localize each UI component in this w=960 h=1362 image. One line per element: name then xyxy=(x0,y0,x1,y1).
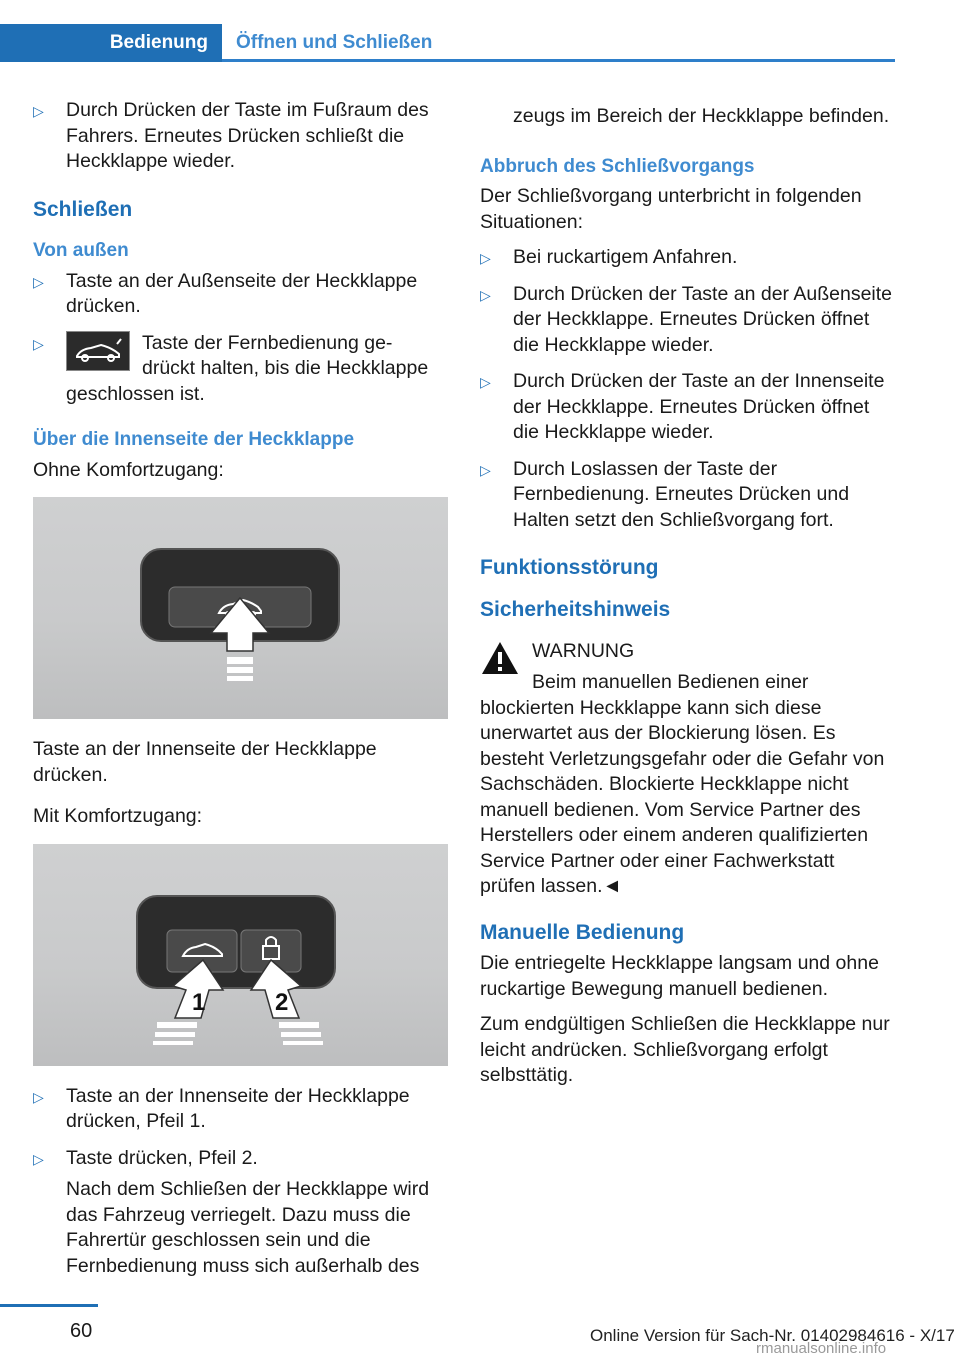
list-item xyxy=(480,369,895,446)
page-number: 60 xyxy=(70,1320,93,1342)
warning-triangle-icon xyxy=(480,640,520,676)
list-item xyxy=(33,1146,448,1280)
list-item-text: Taste drücken, Pfeil 2. xyxy=(66,1146,258,1169)
list-item-text: geschlossen ist. xyxy=(66,382,205,405)
heading-von-aussen: Von außen xyxy=(33,240,129,261)
mit-komfort-label: Mit Komfortzugang: xyxy=(33,805,203,827)
manuell-text-1: Die entriegelte Heckklappe langsam und ohne ruckartige Bewegung manuell bedienen. xyxy=(480,952,879,1000)
bullet-triangle-icon: ▷ xyxy=(480,461,491,478)
heading-abbruch: Abbruch des Schließvorgangs xyxy=(480,155,755,177)
list-item xyxy=(480,282,895,359)
list-item xyxy=(33,269,448,320)
figure-two-buttons xyxy=(33,844,448,1066)
caption-1: Taste an der Innenseite der Heckklappe drücken. xyxy=(33,738,377,786)
watermark: rmanualsonline.info xyxy=(756,1340,887,1357)
bullet-triangle-icon: ▷ xyxy=(33,1150,44,1167)
figure-single-button xyxy=(33,497,448,719)
heading-innenseite: Über die Innenseite der Heckklappe xyxy=(33,429,355,450)
chapter-tab[interactable]: Bedienung xyxy=(0,24,222,62)
left-column xyxy=(33,98,448,1290)
list-item-text: Taste der Fernbedienung ge- xyxy=(142,331,393,354)
remote-row xyxy=(66,331,448,382)
list-item xyxy=(33,98,448,175)
list-item-text: Durch Loslassen der Taste der Fernbedienung. Erneutes Drücken und Halten setzt den Schließvorgang fort. xyxy=(513,457,850,531)
heading-sicherheitshinweis: Sicherheitshinweis xyxy=(480,597,671,621)
arrow-label-1: 1 xyxy=(192,988,206,1016)
list-item xyxy=(33,331,448,408)
warning-block xyxy=(480,638,895,900)
bullet-triangle-icon: ▷ xyxy=(33,103,44,119)
continuation-text: zeugs im Bereich der Heckklappe befinden. xyxy=(513,105,890,127)
page-header xyxy=(0,24,895,62)
ohne-komfort-label: Ohne Komfortzugang: xyxy=(33,458,224,481)
warning-title: WARNUNG xyxy=(532,640,635,662)
bullet-triangle-icon: ▷ xyxy=(480,286,491,303)
list-item xyxy=(480,245,895,271)
bullet-triangle-icon: ▷ xyxy=(33,335,44,352)
list-item-text: Bei ruckartigem Anfahren. xyxy=(513,246,738,268)
manuell-text-2: Zum endgültigen Schließen die Heckklappe nur leicht andrücken. Schließvorgang erfolgt selbsttätig. xyxy=(480,1013,890,1086)
header-rule xyxy=(222,59,895,62)
heading-schliessen: Schließen xyxy=(33,197,133,221)
list-item xyxy=(480,457,895,534)
right-column xyxy=(480,104,895,1099)
bullet-triangle-icon: ▷ xyxy=(33,1088,44,1105)
list-item-text: Taste an der Außenseite der Heckklappe drücken. xyxy=(66,269,418,317)
remote-tailgate-button-icon xyxy=(66,331,130,371)
heading-manuelle-bedienung: Manuelle Bedienung xyxy=(480,920,685,944)
footer-online-version: Online Version für Sach-Nr. 01402984616 - X/17 xyxy=(590,1326,955,1345)
section-tab[interactable]: Öffnen und Schließen xyxy=(236,32,433,53)
list-item-text: Nach dem Schließen der Heckklappe wird das Fahrzeug verriegelt. Dazu muss die Fahrertür geschlossen sein und die Fernbedienung muss sich außerhalb des xyxy=(66,1178,430,1277)
list-item xyxy=(33,1084,448,1135)
bullet-triangle-icon: ▷ xyxy=(33,273,44,290)
list-item-text: Taste an der Innenseite der Heckklappe drücken, Pfeil 1. xyxy=(66,1084,410,1132)
list-item-text: Durch Drücken der Taste an der Außenseite der Heckklappe. Erneutes Drücken öffnet die Heckklappe wieder. xyxy=(513,282,893,356)
bullet-triangle-icon: ▷ xyxy=(480,250,491,266)
bullet-triangle-icon: ▷ xyxy=(480,374,491,390)
list-item-text: Durch Drücken der Taste im Fußraum des Fahrers. Erneutes Drücken schließt die Heckklappe wieder. xyxy=(66,99,429,172)
list-item-text: drückt halten, bis die Heckklappe xyxy=(142,357,429,379)
abbruch-intro: Der Schließvorgang unterbricht in folgenden Situationen: xyxy=(480,185,862,233)
footer-rule xyxy=(0,1304,98,1307)
arrow-label-2: 2 xyxy=(275,988,289,1016)
heading-funktionsstoerung: Funktionsstörung xyxy=(480,556,659,579)
list-item-text: Durch Drücken der Taste an der Innenseite der Heckklappe. Erneutes Drücken öffnet die Heckklappe wieder. xyxy=(513,370,885,443)
warning-text: Beim manuellen Bedienen einer blockierten Heckklappe kann sich diese unerwartet aus der Blockierung lösen. Es besteht Verletzungsgefahr oder die Gefahr von Sachschäden. Blockierte Heckklappe nicht manuell bedienen. Vom Service Partner des Herstellers oder einem anderen qualifizierten Service Partner oder einer Fachwerkstatt prüfen lassen.◄ xyxy=(480,671,885,897)
